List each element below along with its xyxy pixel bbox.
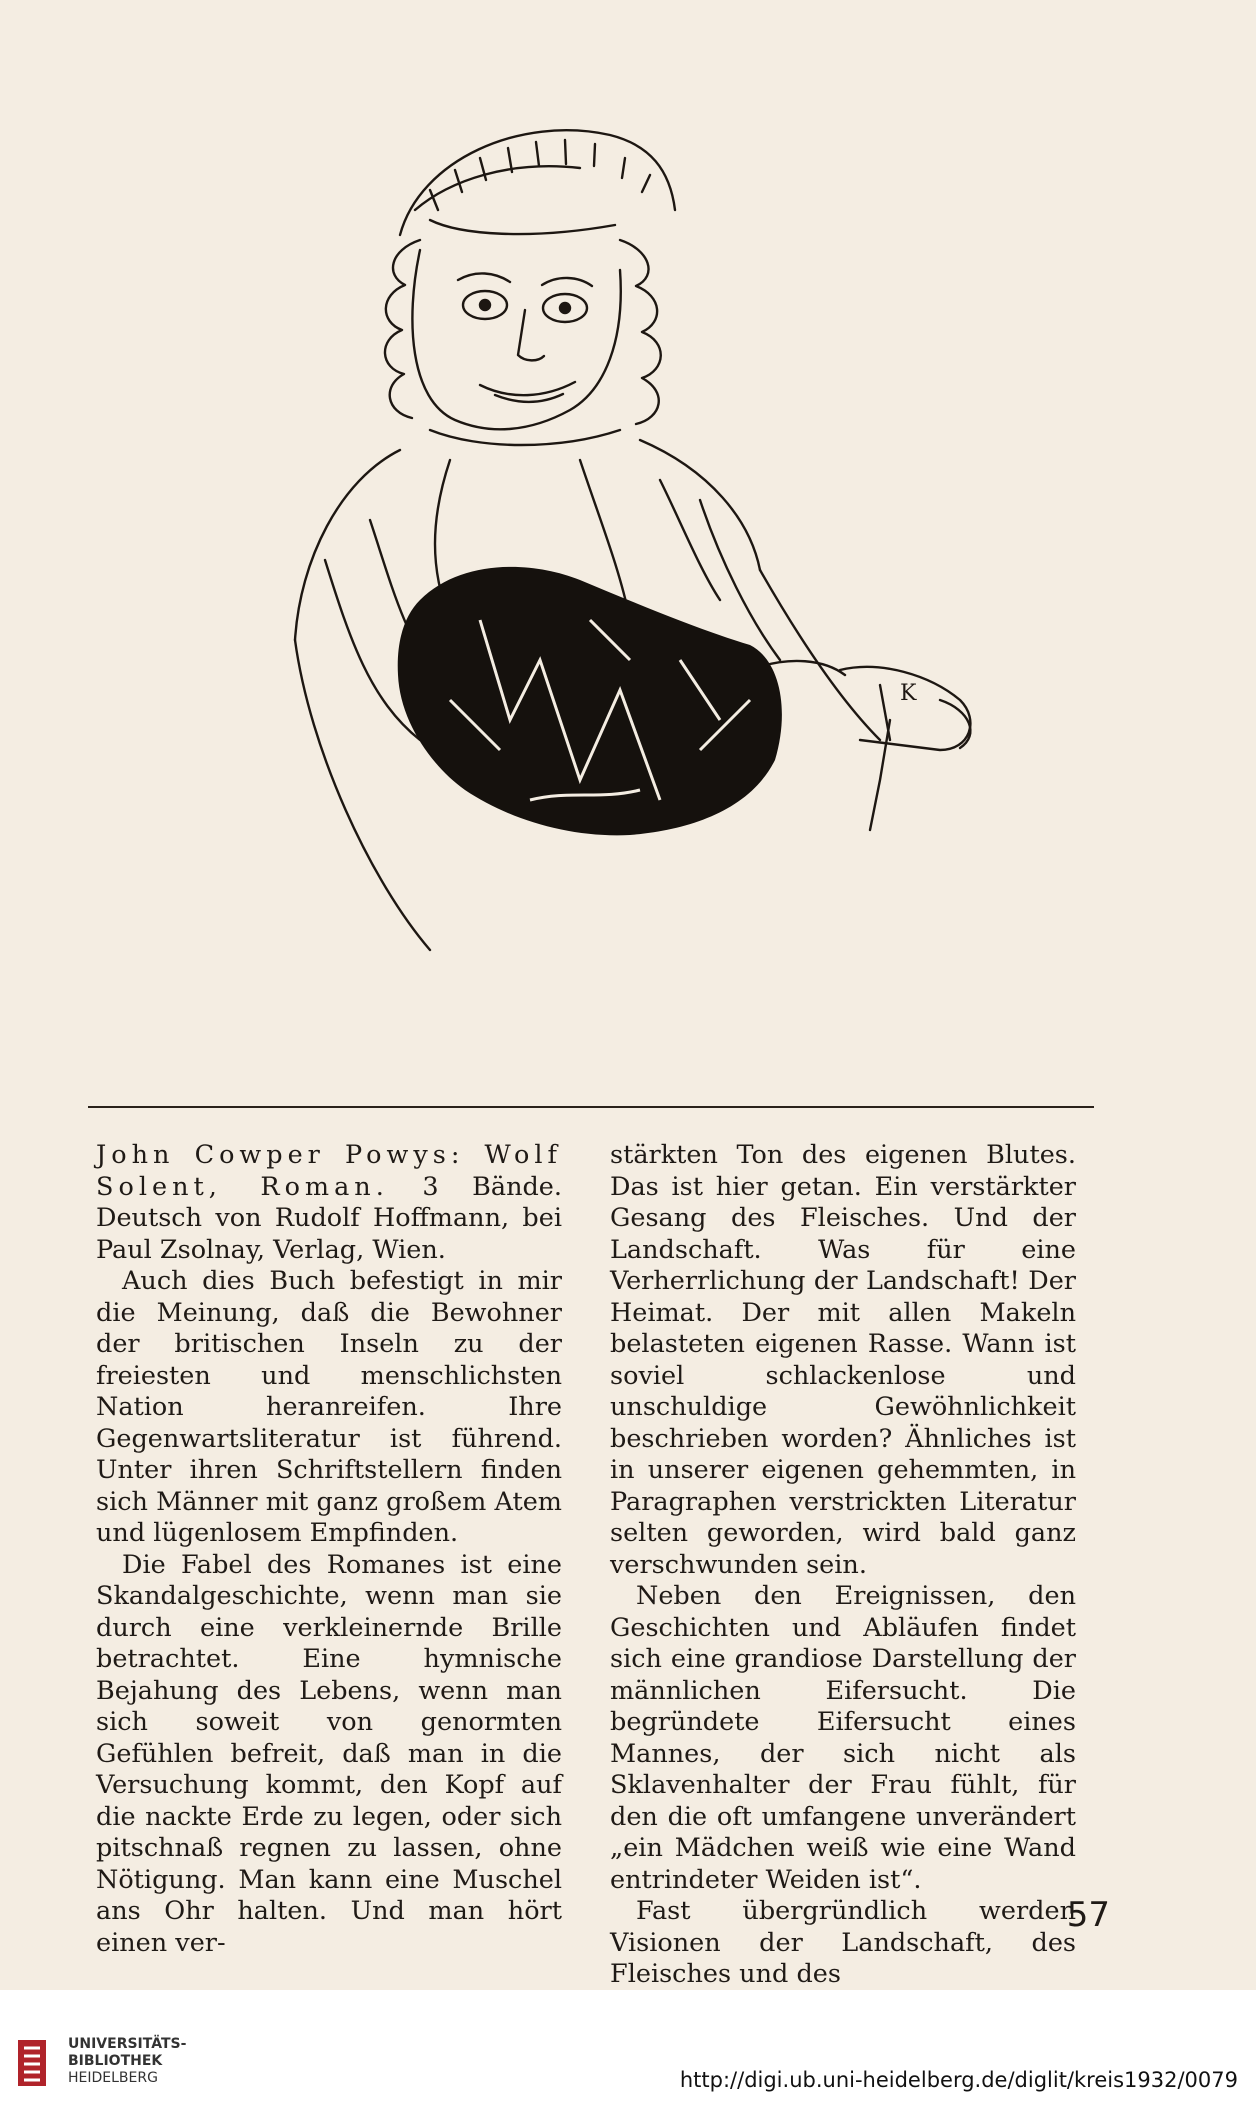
left-column	[96, 1140, 562, 1959]
book-publication: 3 Bände. Deutsch von Rudolf Hoffmann, bei Paul Zsolnay, Verlag, Wien.	[96, 1171, 563, 1265]
artist-signature: K	[900, 681, 917, 706]
logo-line: BIBLIOTHEK	[68, 2053, 163, 2069]
paragraph: Fast übergründlich werden Visionen der Landschaft, des Fleisches und des	[610, 1896, 1076, 1989]
source-url[interactable]: http://digi.ub.uni-heidelberg.de/diglit/kreis1932/0079	[679, 2068, 1238, 2092]
library-logo-icon	[14, 2038, 50, 2088]
logo-line: UNIVERSITÄTS-	[68, 2036, 187, 2052]
review-heading	[96, 1140, 562, 1266]
page-number: 57	[1066, 1895, 1110, 1935]
paragraph: Die Fabel des Romanes ist eine Skandalgeschichte, wenn man sie durch eine verkleinernde Brille betrachtet. Eine hymnische Bejahung des Lebens, wenn man sich soweit von genormten Gefühlen befreit, daß man in die Versuchung kommt, den Kopf auf die nackte Erde zu legen, oder sich pitschnaß regnen zu lassen, ohne Nötigung. Man kann eine Muschel ans Ohr halten. Und man hört einen ver-	[96, 1549, 562, 1958]
book-title: Solent, Roman.	[96, 1171, 389, 1202]
right-column	[610, 1140, 1076, 1991]
paragraph: Auch dies Buch befestigt in mir die Meinung, daß die Bewohner der britischen Inseln zu der freiesten und menschlichsten Nation heranreifen. Ihre Gegenwartsliteratur ist führend. Unter ihren Schriftstellern finden sich Männer mit ganz großem Atem und lügenlosem Empfinden.	[96, 1266, 562, 1548]
library-logo-text	[68, 2036, 186, 2087]
portrait-illustration	[280, 100, 1040, 1100]
paragraph: stärkten Ton des eigenen Blutes. Das ist hier getan. Ein verstärkter Gesang des Fleisches. Und der Landschaft. Was für eine Verherrlichung der Landschaft! Der Heimat. Der mit allen Makeln belasteten eigenen Rasse. Wann ist soviel schlackenlose und unschuldige Gewöhnlichkeit beschrieben worden? Ähnliches ist in unserer eigenen gehemmten, in Paragraphen verstrickten Literatur selten geworden, wird bald ganz verschwunden sein.	[610, 1140, 1076, 1580]
section-divider	[88, 1106, 1094, 1108]
logo-line: HEIDELBERG	[68, 2070, 158, 2086]
book-author: John Cowper Powys: Wolf	[96, 1140, 562, 1170]
paragraph: Neben den Ereignissen, den Geschichten und Abläufen findet sich eine grandiose Darstellung der männlichen Eifersucht. Die begründete Eifersucht eines Mannes, der sich nicht als Sklavenhalter der Frau fühlt, für den die oft umfangene unverändert „ein Mädchen weiß wie eine Wand entrindeter Weiden ist“.	[610, 1581, 1076, 1895]
